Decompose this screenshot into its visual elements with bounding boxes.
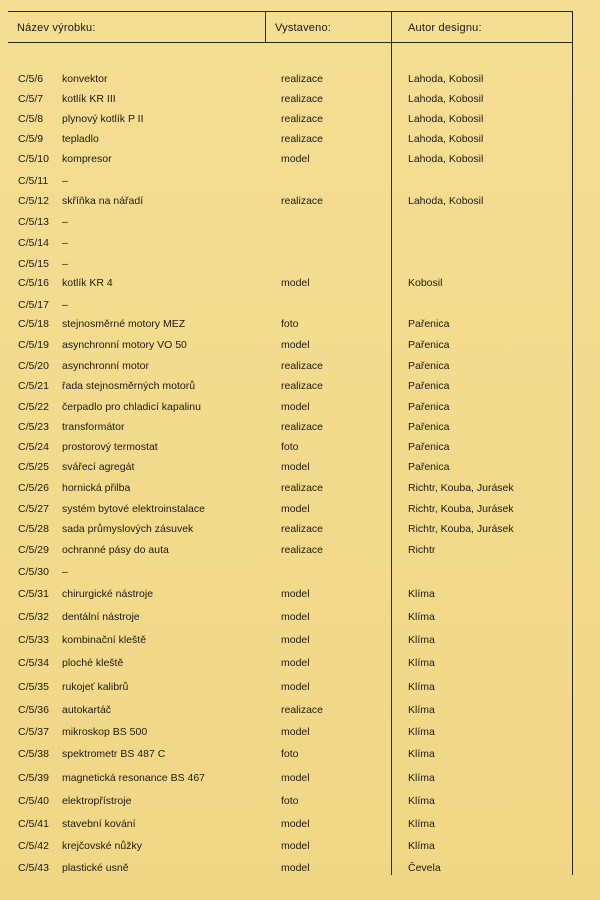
row-author: Pařenica (408, 461, 450, 473)
row-author: Klíma (408, 704, 435, 716)
table-row (0, 634, 600, 652)
row-code: C/5/20 (18, 360, 49, 372)
row-shown: realizace (281, 113, 324, 125)
row-product-name: ochranné pásy do auta (62, 544, 169, 556)
row-author: Klíma (408, 748, 435, 760)
row-product-name: svářecí agregát (62, 461, 135, 473)
table-row (0, 258, 600, 276)
row-author: Klíma (408, 657, 435, 669)
row-product-name: chirurgické nástroje (62, 588, 154, 600)
row-product-name: tepladlo (62, 133, 99, 145)
row-product-name: autokartáč (62, 704, 112, 716)
row-author: Richtr, Kouba, Jurásek (408, 482, 514, 494)
row-author: Lahoda, Kobosil (408, 73, 484, 85)
row-product-name: – (62, 175, 68, 187)
row-code: C/5/37 (18, 726, 49, 738)
row-product-name: stejnosměrné motory MEZ (62, 318, 186, 330)
table-row (0, 566, 600, 584)
row-product-name: kombinační kleště (62, 634, 147, 646)
row-code: C/5/35 (18, 681, 49, 693)
row-code: C/5/15 (18, 258, 49, 270)
table-row (0, 360, 600, 378)
row-code: C/5/36 (18, 704, 49, 716)
table-row (0, 277, 600, 295)
table-row (0, 216, 600, 234)
row-product-name: ploché kleště (62, 657, 124, 669)
row-author: Richtr, Kouba, Jurásek (408, 503, 514, 515)
row-code: C/5/42 (18, 840, 49, 852)
header-author: Autor designu: (408, 22, 482, 34)
row-shown: realizace (281, 195, 324, 207)
row-shown: model (281, 277, 310, 289)
row-author: Kobosil (408, 277, 443, 289)
table-row (0, 113, 600, 131)
row-author: Pařenica (408, 318, 450, 330)
row-author: Čevela (408, 862, 441, 874)
row-author: Lahoda, Kobosil (408, 113, 484, 125)
row-product-name: rukojeť kalibrů (62, 681, 129, 693)
row-author: Klíma (408, 681, 435, 693)
row-code: C/5/21 (18, 380, 49, 392)
row-shown: model (281, 657, 310, 669)
table-row (0, 862, 600, 880)
row-author: Klíma (408, 772, 435, 784)
row-shown: model (281, 772, 310, 784)
row-product-name: dentální nástroje (62, 611, 140, 623)
row-product-name: systém bytové elektroinstalace (62, 503, 205, 515)
row-code: C/5/27 (18, 503, 49, 515)
row-author: Pařenica (408, 441, 450, 453)
row-code: C/5/16 (18, 277, 49, 289)
row-code: C/5/7 (18, 93, 44, 105)
row-shown: model (281, 862, 310, 874)
row-author: Klíma (408, 588, 435, 600)
table-header-rule (8, 42, 572, 43)
row-author: Lahoda, Kobosil (408, 153, 484, 165)
table-row (0, 840, 600, 858)
row-product-name: asynchronní motory VO 50 (62, 339, 187, 351)
row-shown: model (281, 611, 310, 623)
row-code: C/5/17 (18, 299, 49, 311)
row-shown: model (281, 401, 310, 413)
row-product-name: prostorový termostat (62, 441, 158, 453)
row-product-name: elektropřístroje (62, 795, 132, 807)
header-product-name: Název výrobku: (17, 22, 96, 34)
row-author: Pařenica (408, 360, 450, 372)
row-product-name: krejčovské nůžky (62, 840, 142, 852)
row-author: Klíma (408, 634, 435, 646)
row-code: C/5/6 (18, 73, 44, 85)
row-code: C/5/19 (18, 339, 49, 351)
row-author: Lahoda, Kobosil (408, 195, 484, 207)
row-product-name: asynchronní motor (62, 360, 149, 372)
row-shown: foto (281, 795, 299, 807)
row-product-name: – (62, 299, 68, 311)
row-code: C/5/12 (18, 195, 49, 207)
table-row (0, 748, 600, 766)
row-shown: realizace (281, 482, 324, 494)
row-product-name: plynový kotlík P II (62, 113, 144, 125)
header-shown: Vystaveno: (275, 22, 332, 34)
row-code: C/5/9 (18, 133, 44, 145)
table-row (0, 401, 600, 419)
row-code: C/5/43 (18, 862, 49, 874)
table-row (0, 237, 600, 255)
row-product-name: kotlík KR 4 (62, 277, 113, 289)
column-divider-1 (265, 11, 266, 43)
row-author: Klíma (408, 611, 435, 623)
row-code: C/5/39 (18, 772, 49, 784)
row-author: Klíma (408, 840, 435, 852)
row-code: C/5/34 (18, 657, 49, 669)
row-code: C/5/29 (18, 544, 49, 556)
table-row (0, 441, 600, 459)
row-shown: model (281, 503, 310, 515)
row-shown: foto (281, 748, 299, 760)
row-author: Pařenica (408, 339, 450, 351)
row-shown: realizace (281, 133, 324, 145)
table-row (0, 195, 600, 213)
row-shown: realizace (281, 421, 324, 433)
row-author: Richtr, Kouba, Jurásek (408, 523, 514, 535)
table-row (0, 795, 600, 813)
row-shown: model (281, 461, 310, 473)
row-code: C/5/38 (18, 748, 49, 760)
row-code: C/5/32 (18, 611, 49, 623)
table-row (0, 726, 600, 744)
table-row (0, 461, 600, 479)
table-row (0, 175, 600, 193)
row-shown: realizace (281, 380, 324, 392)
row-code: C/5/31 (18, 588, 49, 600)
row-shown: realizace (281, 544, 324, 556)
row-author: Klíma (408, 795, 435, 807)
row-author: Klíma (408, 818, 435, 830)
row-author: Pařenica (408, 401, 450, 413)
row-code: C/5/11 (18, 175, 49, 187)
row-product-name: – (62, 566, 68, 578)
row-code: C/5/25 (18, 461, 49, 473)
row-product-name: – (62, 258, 68, 270)
table-row (0, 73, 600, 91)
table-row (0, 339, 600, 357)
row-shown: model (281, 588, 310, 600)
row-shown: realizace (281, 704, 324, 716)
row-shown: model (281, 818, 310, 830)
table-row (0, 503, 600, 521)
row-code: C/5/28 (18, 523, 49, 535)
row-author: Pařenica (408, 421, 450, 433)
row-shown: foto (281, 318, 299, 330)
row-product-name: mikroskop BS 500 (62, 726, 148, 738)
row-product-name: konvektor (62, 73, 108, 85)
row-product-name: řada stejnosměrných motorů (62, 380, 196, 392)
table-row (0, 818, 600, 836)
table-row (0, 681, 600, 699)
row-shown: realizace (281, 523, 324, 535)
row-code: C/5/23 (18, 421, 49, 433)
row-code: C/5/22 (18, 401, 49, 413)
row-shown: model (281, 681, 310, 693)
row-product-name: hornická přilba (62, 482, 131, 494)
table-row (0, 299, 600, 317)
table-row (0, 544, 600, 562)
row-product-name: spektrometr BS 487 C (62, 748, 166, 760)
row-code: C/5/41 (18, 818, 49, 830)
row-author: Richtr (408, 544, 436, 556)
table-row (0, 93, 600, 111)
row-product-name: sada průmyslových zásuvek (62, 523, 194, 535)
row-shown: model (281, 840, 310, 852)
row-shown: model (281, 339, 310, 351)
row-author: Lahoda, Kobosil (408, 93, 484, 105)
row-product-name: plastické usně (62, 862, 129, 874)
row-author: Pařenica (408, 380, 450, 392)
table-row (0, 380, 600, 398)
table-row (0, 772, 600, 790)
row-code: C/5/13 (18, 216, 49, 228)
row-product-name: kompresor (62, 153, 112, 165)
row-shown: model (281, 153, 310, 165)
row-shown: realizace (281, 360, 324, 372)
table-row (0, 523, 600, 541)
table-row (0, 482, 600, 500)
table-row (0, 421, 600, 439)
row-product-name: – (62, 237, 68, 249)
row-product-name: transformátor (62, 421, 125, 433)
row-code: C/5/14 (18, 237, 49, 249)
row-code: C/5/24 (18, 441, 49, 453)
table-row (0, 318, 600, 336)
row-shown: model (281, 634, 310, 646)
row-product-name: – (62, 216, 68, 228)
row-shown: realizace (281, 93, 324, 105)
row-author: Lahoda, Kobosil (408, 133, 484, 145)
row-code: C/5/26 (18, 482, 49, 494)
row-product-name: skříňka na nářadí (62, 195, 144, 207)
table-row (0, 133, 600, 151)
row-code: C/5/40 (18, 795, 49, 807)
row-shown: foto (281, 441, 299, 453)
row-author: Klíma (408, 726, 435, 738)
row-code: C/5/8 (18, 113, 44, 125)
table-top-rule (8, 11, 572, 12)
table-row (0, 611, 600, 629)
row-product-name: magnetická resonance BS 467 (62, 772, 206, 784)
row-product-name: kotlík KR III (62, 93, 116, 105)
row-product-name: čerpadlo pro chladicí kapalinu (62, 401, 201, 413)
table-row (0, 153, 600, 171)
row-code: C/5/33 (18, 634, 49, 646)
row-shown: model (281, 726, 310, 738)
row-shown: realizace (281, 73, 324, 85)
row-code: C/5/18 (18, 318, 49, 330)
row-product-name: stavební kování (62, 818, 136, 830)
table-row (0, 704, 600, 722)
table-row (0, 588, 600, 606)
table-row (0, 657, 600, 675)
row-code: C/5/30 (18, 566, 49, 578)
row-code: C/5/10 (18, 153, 49, 165)
